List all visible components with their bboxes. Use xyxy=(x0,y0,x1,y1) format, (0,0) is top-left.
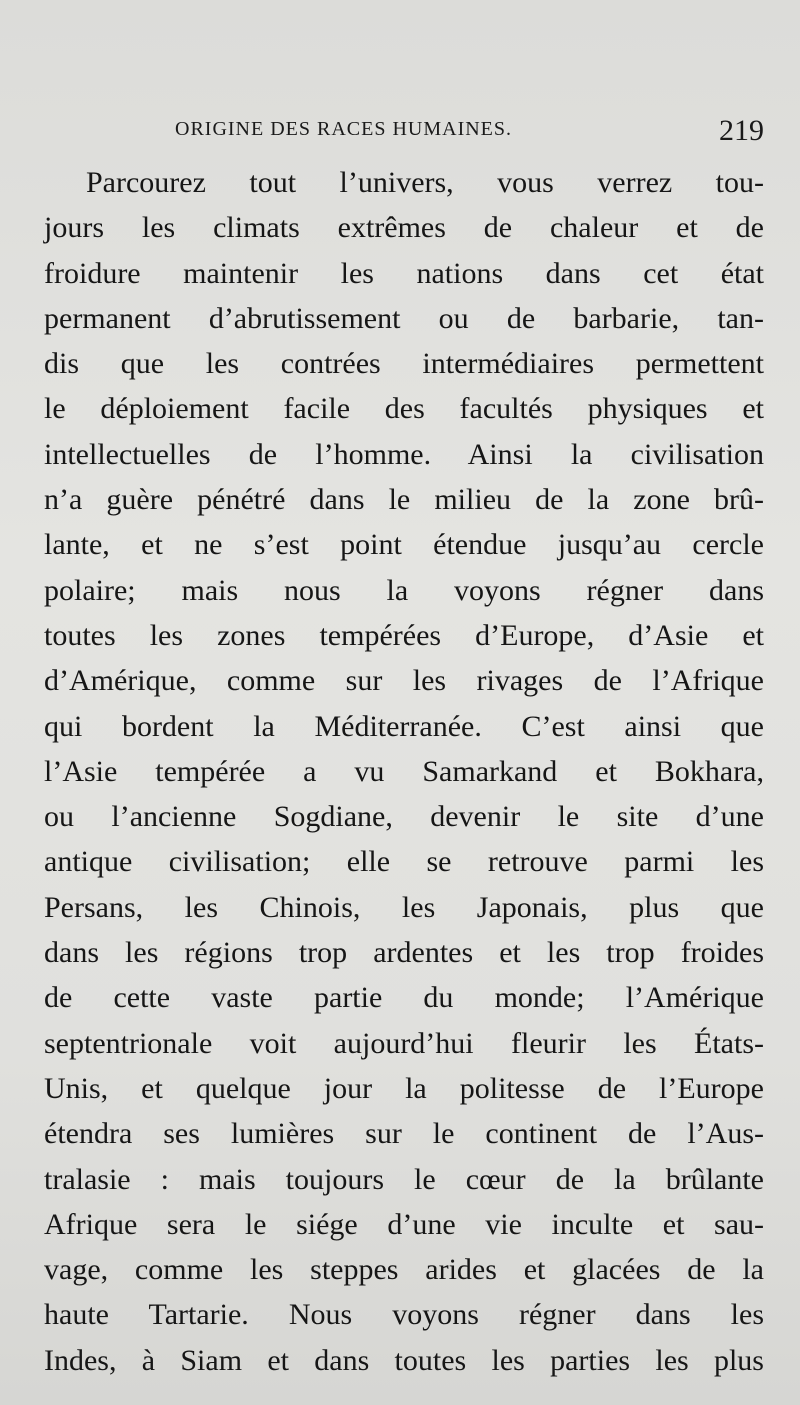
running-head xyxy=(0,110,800,150)
text-line: Parcourez tout l’univers, vous verrez tou- xyxy=(86,166,764,199)
text-line: froidure maintenir les nations dans cet état xyxy=(44,256,764,290)
text-line: tralasie : mais toujours le cœur de la brûlante xyxy=(44,1162,764,1196)
text-line: n’a guère pénétré dans le milieu de la zone brû- xyxy=(44,483,764,517)
text-line: d’Amérique, comme sur les rivages de l’Afrique xyxy=(44,664,764,698)
running-title: ORIGINE DES RACES HUMAINES. xyxy=(175,118,513,140)
text-line: intellectuelles de l’homme. Ainsi la civilisation xyxy=(44,437,764,471)
text-line: jours les climats extrêmes de chaleur et de xyxy=(44,211,764,245)
text-line: l’Asie tempérée a vu Samarkand et Bokhara, xyxy=(44,754,764,788)
text-line: qui bordent la Méditerranée. C’est ainsi que xyxy=(44,709,764,743)
text-line: Unis, et quelque jour la politesse de l’Europe xyxy=(44,1071,764,1105)
text-line: haute Tartarie. Nous voyons régner dans les xyxy=(44,1298,764,1332)
text-line: Persans, les Chinois, les Japonais, plus que xyxy=(44,890,764,924)
text-line: le déploiement facile des facultés physiques et xyxy=(44,392,764,426)
text-line: ou l’ancienne Sogdiane, devenir le site d’une xyxy=(44,800,764,834)
text-line: septentrionale voit aujourd’hui fleurir les États- xyxy=(44,1026,764,1060)
text-line: toutes les zones tempérées d’Europe, d’Asie et xyxy=(44,618,764,652)
page-number: 219 xyxy=(719,114,764,147)
body-text xyxy=(44,160,764,1383)
text-line: antique civilisation; elle se retrouve parmi les xyxy=(44,845,764,879)
text-line: vage, comme les steppes arides et glacées de la xyxy=(44,1253,764,1287)
text-line: étendra ses lumières sur le continent de l’Aus- xyxy=(44,1117,764,1151)
text-line: lante, et ne s’est point étendue jusqu’au cercle xyxy=(44,528,764,562)
text-line: dans les régions trop ardentes et les trop froides xyxy=(44,936,764,970)
text-line: polaire; mais nous la voyons régner dans xyxy=(44,573,764,607)
text-line: Afrique sera le siége d’une vie inculte et sau- xyxy=(44,1207,764,1241)
text-line: de cette vaste partie du monde; l’Amérique xyxy=(44,981,764,1015)
text-line: dis que les contrées intermédiaires permettent xyxy=(44,347,764,381)
text-line: Indes, à Siam et dans toutes les parties les plus xyxy=(44,1343,764,1377)
text-line: permanent d’abrutissement ou de barbarie, tan- xyxy=(44,301,764,335)
